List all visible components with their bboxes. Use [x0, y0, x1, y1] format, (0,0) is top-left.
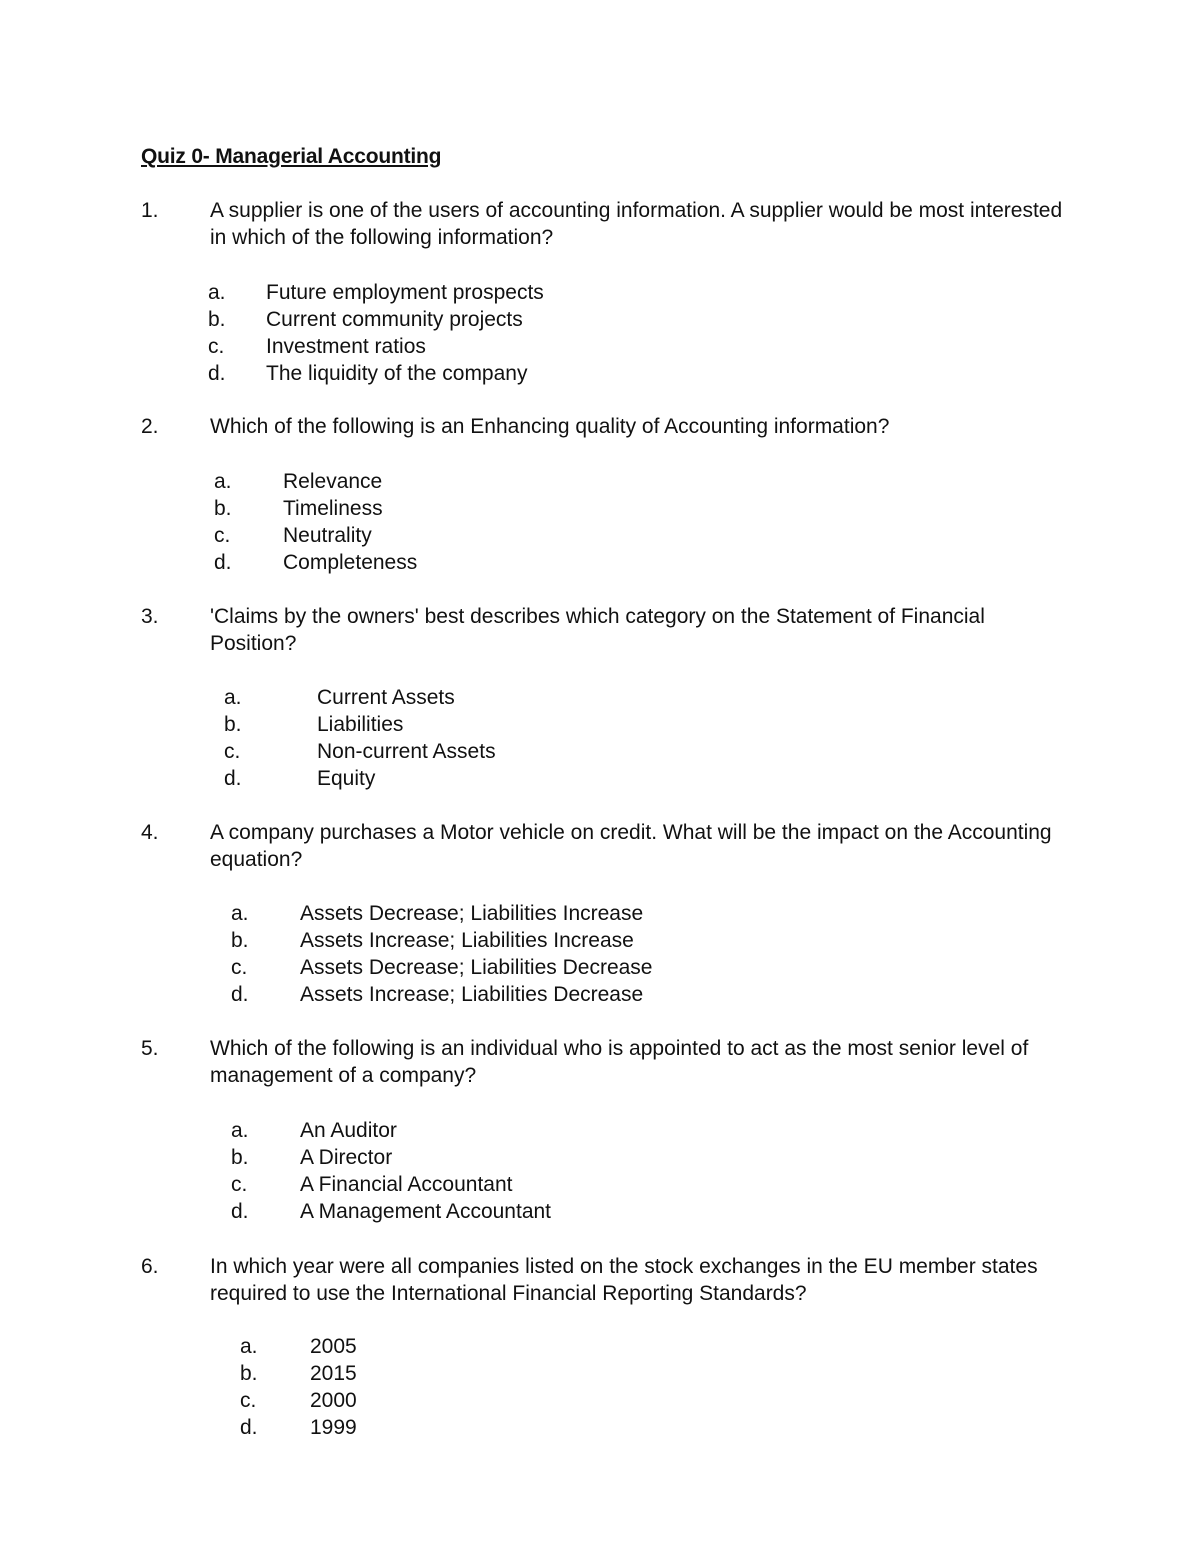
- question-text: In which year were all companies listed on the stock exchanges in the EU member states required to use the International Financial Reporting Standards?: [210, 1255, 1038, 1305]
- option-text: Relevance: [283, 470, 383, 493]
- option-text: 2000: [310, 1389, 357, 1412]
- option-letter: c.: [240, 1389, 257, 1412]
- option-letter: b.: [224, 713, 242, 736]
- question-number: 3.: [141, 605, 159, 628]
- option-text: Current Assets: [317, 686, 455, 709]
- option-text: 2015: [310, 1362, 357, 1385]
- option-text: Assets Increase; Liabilities Increase: [300, 929, 634, 952]
- option-letter: a.: [214, 470, 232, 493]
- option-letter: c.: [224, 740, 241, 763]
- option-text: Liabilities: [317, 713, 404, 736]
- option-text: Assets Decrease; Liabilities Decrease: [300, 956, 653, 979]
- option-text: A Financial Accountant: [300, 1173, 513, 1196]
- question-text: 'Claims by the owners' best describes which category on the Statement of Financial Position?: [210, 605, 985, 655]
- option-text: Non-current Assets: [317, 740, 496, 763]
- option-text: Current community projects: [266, 308, 523, 331]
- option-letter: d.: [214, 551, 232, 574]
- option-text: Completeness: [283, 551, 418, 574]
- question-number: 5.: [141, 1037, 159, 1060]
- option-letter: b.: [208, 308, 226, 331]
- option-letter: b.: [231, 1146, 249, 1169]
- option-text: Timeliness: [283, 497, 383, 520]
- option-text: Assets Increase; Liabilities Decrease: [300, 983, 644, 1006]
- option-letter: d.: [240, 1416, 258, 1439]
- option-letter: d.: [224, 767, 242, 790]
- option-text: Investment ratios: [266, 335, 426, 358]
- option-letter: c.: [231, 1173, 248, 1196]
- question-text: Which of the following is an individual who is appointed to act as the most senior level of management of a company?: [210, 1037, 1029, 1087]
- question-number: 1.: [141, 199, 159, 222]
- option-letter: d.: [208, 362, 226, 385]
- question-number: 4.: [141, 821, 159, 844]
- option-text: 2005: [310, 1335, 357, 1358]
- option-letter: d.: [231, 1200, 249, 1223]
- option-text: Equity: [317, 767, 376, 790]
- option-letter: b.: [214, 497, 232, 520]
- option-text: Future employment prospects: [266, 281, 544, 304]
- option-letter: a.: [208, 281, 226, 304]
- option-text: The liquidity of the company: [266, 362, 528, 385]
- option-letter: a.: [231, 1119, 249, 1142]
- option-letter: a.: [240, 1335, 258, 1358]
- question-number: 6.: [141, 1255, 159, 1278]
- question-number: 2.: [141, 415, 159, 438]
- option-text: An Auditor: [300, 1119, 397, 1142]
- option-text: Neutrality: [283, 524, 372, 547]
- option-letter: a.: [224, 686, 242, 709]
- option-text: A Director: [300, 1146, 393, 1169]
- question-text: Which of the following is an Enhancing quality of Accounting information?: [210, 415, 890, 438]
- question-text: A supplier is one of the users of accounting information. A supplier would be most interested in which of the following information?: [210, 199, 1063, 249]
- option-letter: c.: [208, 335, 225, 358]
- option-text: Assets Decrease; Liabilities Increase: [300, 902, 644, 925]
- option-text: 1999: [310, 1416, 357, 1439]
- option-letter: c.: [231, 956, 248, 979]
- quiz-title: Quiz 0- Managerial Accounting: [141, 145, 442, 168]
- option-text: A Management Accountant: [300, 1200, 552, 1223]
- option-letter: b.: [240, 1362, 258, 1385]
- option-letter: d.: [231, 983, 249, 1006]
- option-letter: c.: [214, 524, 231, 547]
- option-letter: a.: [231, 902, 249, 925]
- question-text: A company purchases a Motor vehicle on credit. What will be the impact on the Accounting equation?: [210, 821, 1052, 871]
- option-letter: b.: [231, 929, 249, 952]
